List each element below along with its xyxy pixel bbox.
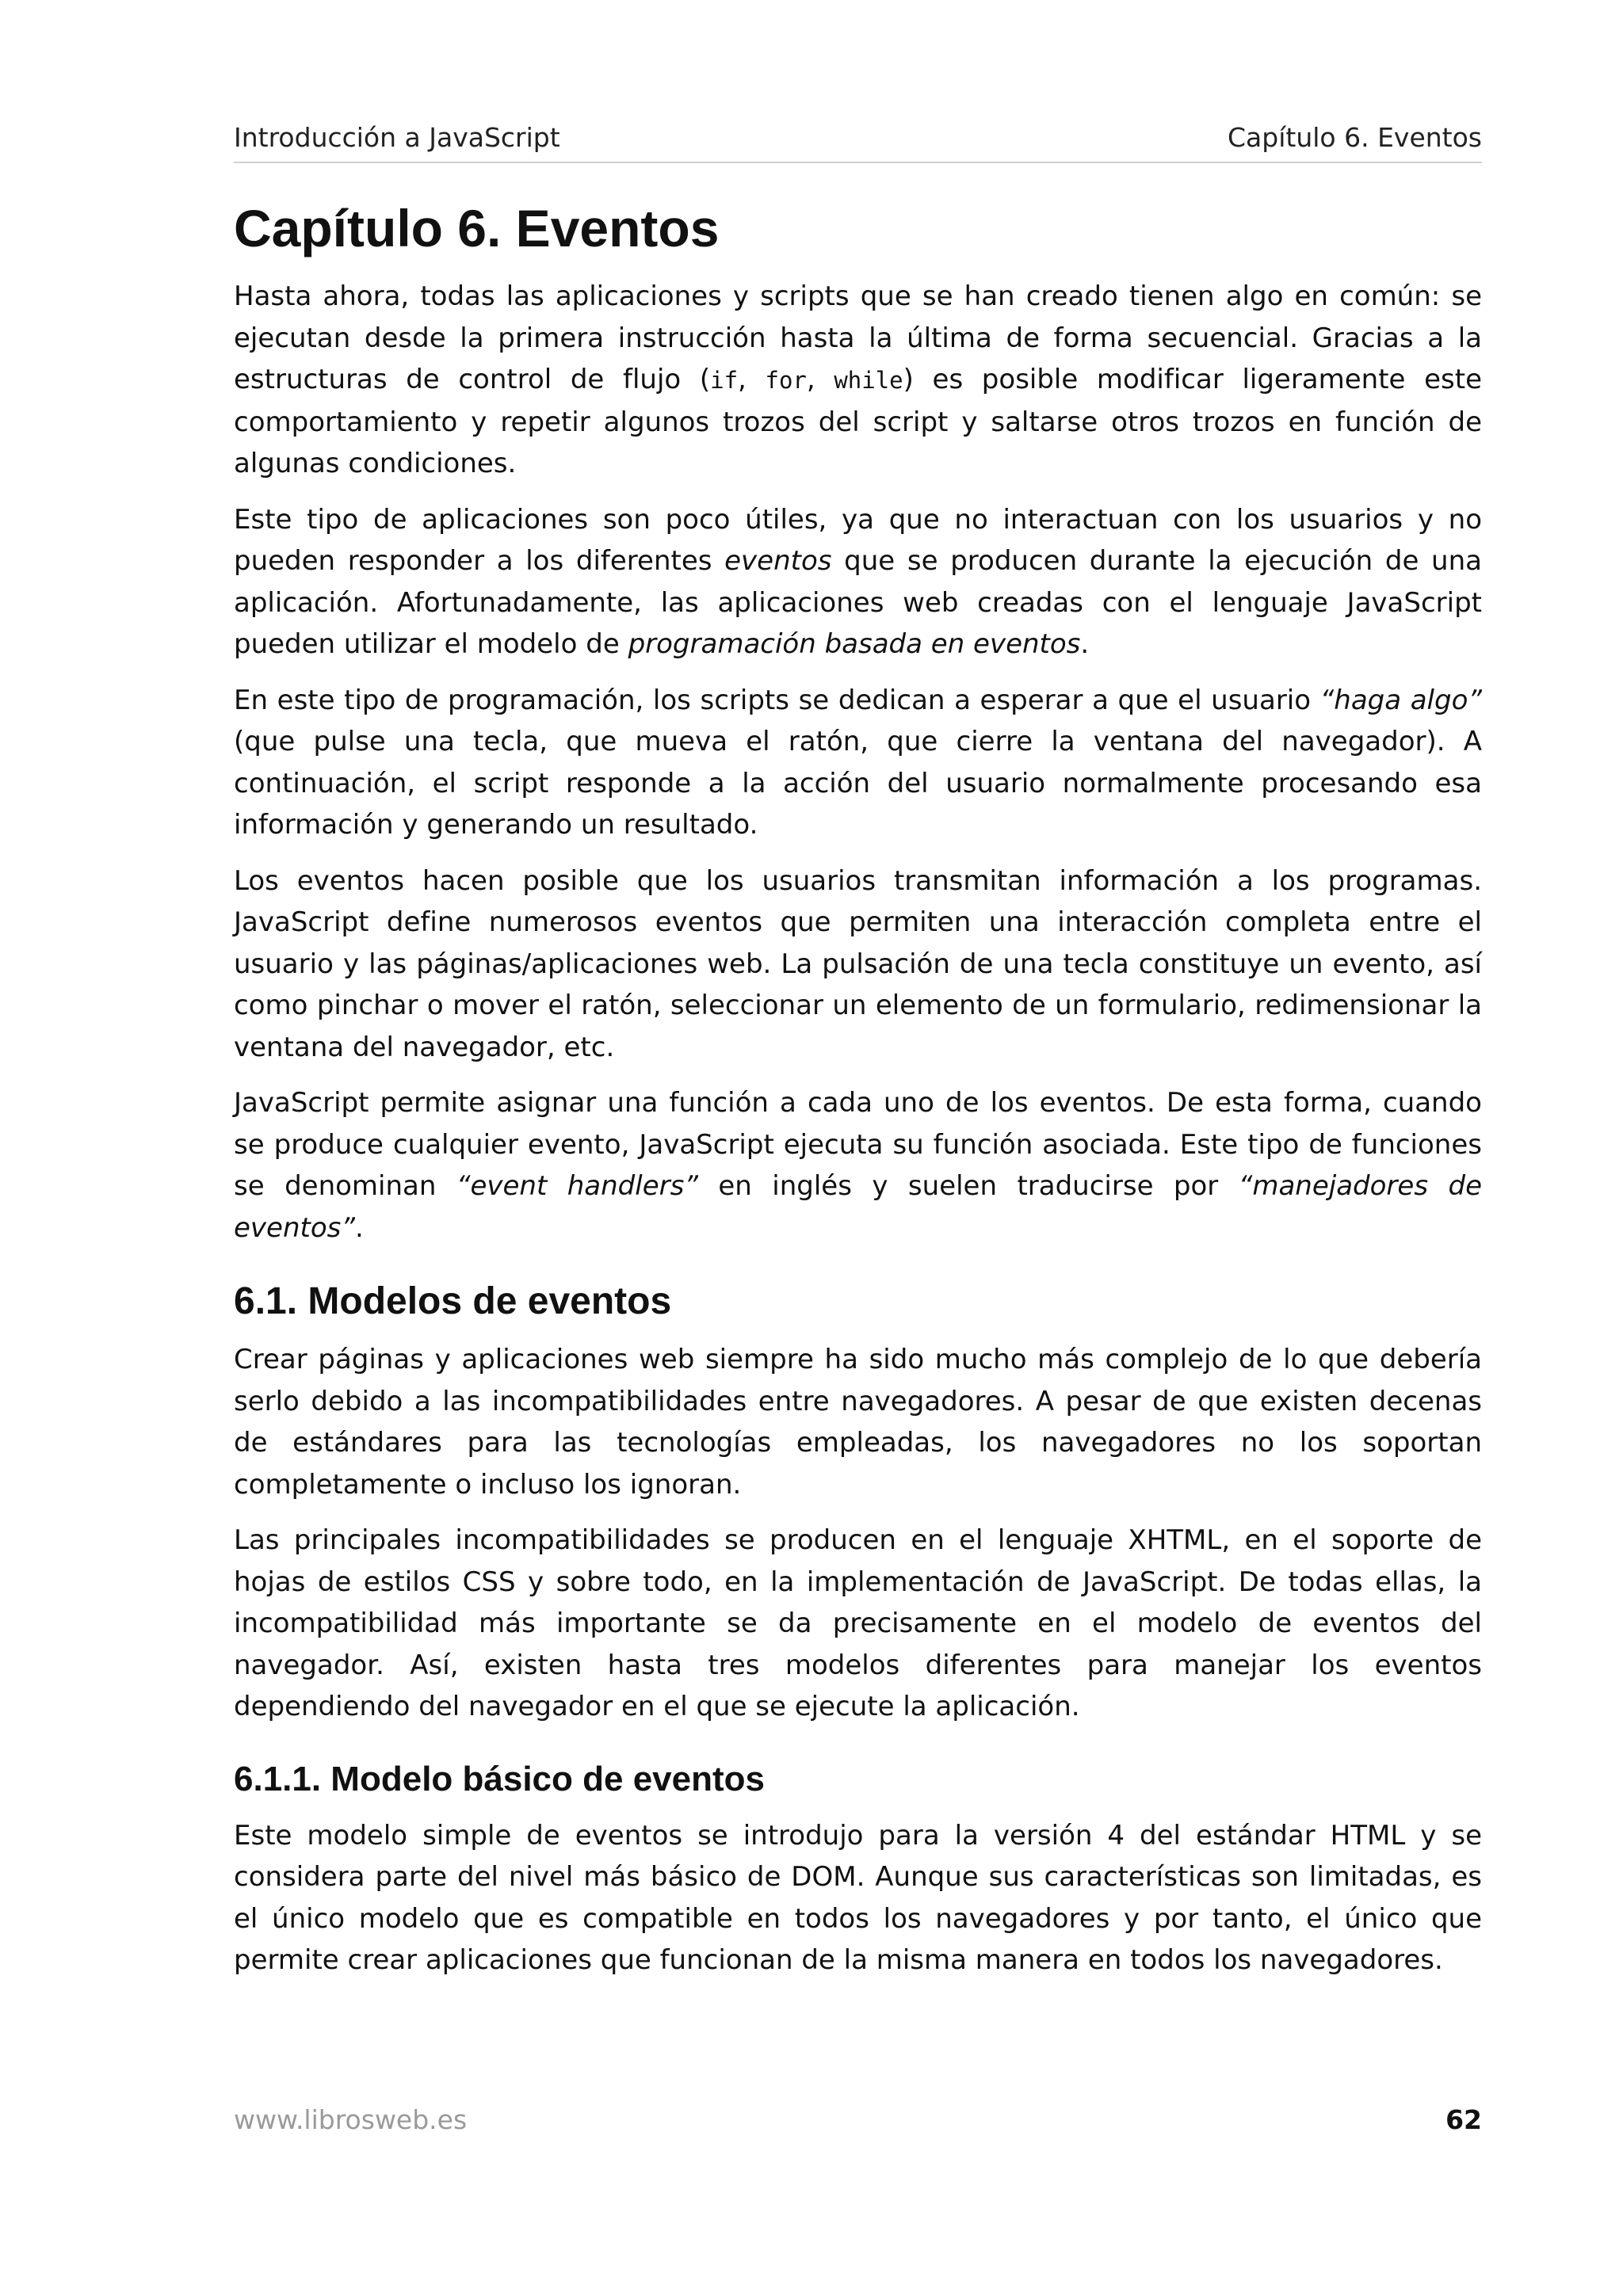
section-title-6-1: 6.1. Modelos de eventos	[234, 1280, 672, 1322]
code-if: if	[710, 367, 739, 394]
paragraph-intro-2	[234, 499, 1482, 666]
emphasis-manejadores: “manejadores de eventos”	[234, 1170, 1482, 1244]
emphasis-event-handlers: “event handlers”	[456, 1170, 698, 1202]
running-header	[234, 119, 1482, 163]
paragraph-text: en inglés y suelen traducirse por	[697, 1170, 1239, 1202]
paragraph-6-1-2: Las principales incompatibilidades se producen en el lenguaje XHTML, en el soporte de hojas de estilos CSS y sobre todo, en la implementación de JavaScript. De todas ellas, la incompatibilidad más importante se da precisamente en el modelo de eventos del navegador. Así, existen hasta tres modelos diferentes para manejar los eventos dependiendo del navegador en el que se ejecute la aplicación.	[234, 1524, 1482, 1722]
emphasis-haga-algo: “haga algo”	[1319, 684, 1482, 716]
paragraph-text: ) es posible modificar ligeramente este comportamiento y repetir algunos trozos del script y saltarse otros trozos en función de algunas condiciones.	[234, 364, 1482, 479]
emphasis-eventos: eventos	[724, 545, 832, 577]
running-footer	[234, 2101, 1482, 2139]
paragraph-text: Hasta ahora, todas las aplicaciones y scripts que se han creado tienen algo en común: se ejecutan desde la primera instrucción hasta la última de forma secuencial. Gracias a la estructuras de control de flujo (	[234, 280, 1482, 395]
paragraph-text: JavaScript permite asignar una función a cada uno de los eventos. De esta forma, cuando se produce cualquier evento, JavaScript ejecuta su función asociada. Este tipo de funciones se denominan	[234, 1087, 1482, 1202]
paragraph-text: .	[354, 1211, 364, 1244]
paragraph-6-1-1-1: Este modelo simple de eventos se introdujo para la versión 4 del estándar HTML y se considera parte del nivel más básico de DOM. Aunque sus características son limitadas, es el único modelo que es compatible en todos los navegadores y por tanto, el único que permite crear aplicaciones que funcionan de la misma manera en todos los navegadores.	[234, 1819, 1482, 1976]
section-title-6-1-1: 6.1.1. Modelo básico de eventos	[234, 1759, 765, 1798]
paragraph-text: Este tipo de aplicaciones son poco útiles, ya que no interactuan con los usuarios y no pueden responder a los diferentes	[234, 503, 1482, 577]
header-chapter-title: Capítulo 6. Eventos	[1228, 122, 1482, 153]
paragraph-intro-3	[234, 680, 1482, 846]
footer-site-link[interactable]: www.librosweb.es	[234, 2104, 468, 2135]
paragraph-intro-4: Los eventos hacen posible que los usuarios transmitan información a los programas. JavaScript define numerosos eventos que permiten una interacción completa entre el usuario y las páginas/aplicaciones web. La pulsación de una tecla constituye un evento, así como pinchar o mover el ratón, seleccionar un elemento de un formulario, redimensionar la ventana del navegador, etc.	[234, 864, 1482, 1063]
code-for: for	[765, 367, 807, 394]
chapter-title: Capítulo 6. Eventos	[234, 199, 720, 257]
paragraph-intro-1	[234, 276, 1482, 485]
paragraph-6-1-1: Crear páginas y aplicaciones web siempre ha sido mucho más complejo de lo que debería serlo debido a las incompatibilidades entre navegadores. A pesar de que existen decenas de estándares para las tecnologías empleadas, los navegadores no los soportan completamente o incluso los ignoran.	[234, 1344, 1482, 1501]
paragraph-intro-5	[234, 1082, 1482, 1249]
header-book-title: Introducción a JavaScript	[234, 122, 560, 153]
code-while: while	[834, 367, 903, 394]
paragraph-text: En este tipo de programación, los scripts se dedican a esperar a que el usuario	[234, 684, 1320, 716]
paragraph-text: .	[1080, 628, 1090, 660]
page-number: 62	[1445, 2104, 1482, 2135]
emphasis-programacion: programación basada en eventos	[628, 628, 1081, 660]
paragraph-text: que se producen durante la ejecución de una aplicación. Afortunadamente, las aplicaciones web creadas con el lenguaje JavaScript pueden utilizar el modelo de	[234, 545, 1482, 660]
paragraph-text: (que pulse una tecla, que mueva el ratón, que cierre la ventana del navegador). A continuación, el script responde a la acción del usuario normalmente procesando esa información y generando un resultado.	[234, 726, 1482, 841]
separator: ,	[806, 364, 834, 395]
separator: ,	[738, 364, 766, 395]
